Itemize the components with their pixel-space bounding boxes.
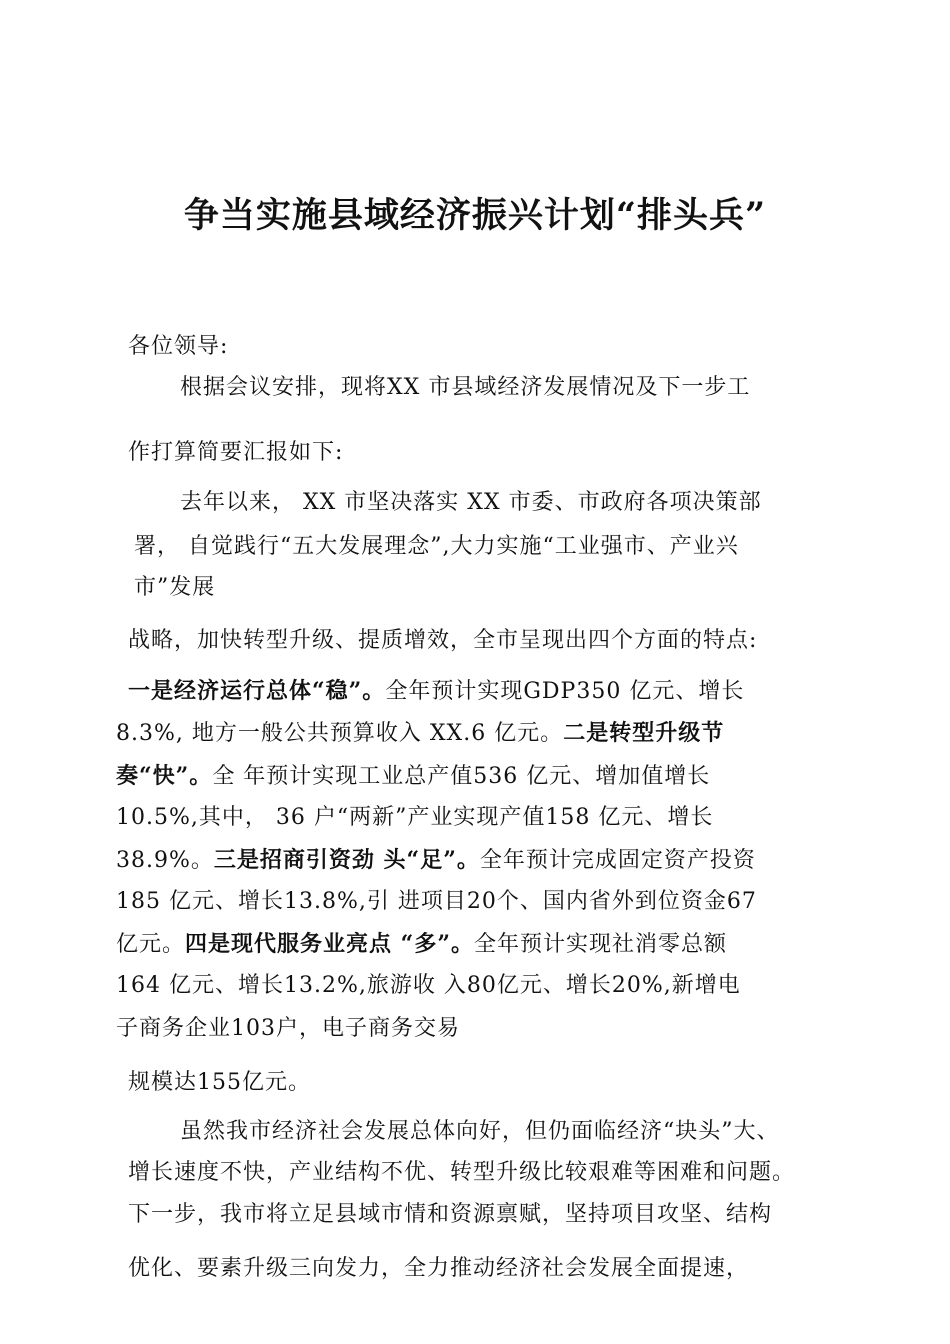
paragraph-line: 根据会议安排，现将XX 市县域经济发展情况及下一步工 bbox=[180, 375, 751, 400]
document-title: 争当实施县域经济振兴计划“排头兵” bbox=[183, 195, 767, 236]
paragraph-line: 去年以来， XX 市坚决落实 XX 市委、市政府各项决策部 bbox=[180, 490, 762, 515]
paragraph-line: 规模达155亿元。 bbox=[128, 1070, 311, 1095]
paragraph-text: 全年预计完成固定资产投资 bbox=[479, 848, 756, 873]
paragraph-text: 8.3%, 地方一般公共预算收入 XX.6 亿元。 bbox=[116, 721, 564, 746]
highlight-heading: 奏“快”。 bbox=[116, 763, 213, 789]
paragraph-line: 战略，加快转型升级、提质增效，全市呈现出四个方面的特点: bbox=[128, 628, 758, 653]
paragraph-line: 185 亿元、增长13.8%,引 进项目20个、国内省外到位资金67 bbox=[116, 889, 757, 914]
paragraph-line bbox=[128, 676, 744, 707]
paragraph-line: 虽然我市经济社会发展总体向好，但仍面临经济“块头”大、 bbox=[180, 1119, 780, 1144]
paragraph-line: 增长速度不快，产业结构不优、转型升级比较艰难等困难和问题。 bbox=[128, 1160, 796, 1185]
paragraph-text: 全年预计实现GDP350 亿元、增长 bbox=[385, 679, 745, 704]
paragraph-line: 164 亿元、增长13.2%,旅游收 入80亿元、增长20%,新增电 bbox=[116, 973, 741, 998]
paragraph-text: 全 年预计实现工业总产值536 亿元、增加值增长 bbox=[212, 764, 711, 789]
salutation: 各位领导: bbox=[128, 334, 229, 359]
paragraph-line: 下一步，我市将立足县域市情和资源禀赋，坚持项目攻坚、结构 bbox=[128, 1202, 773, 1227]
highlight-heading: 三是招商引资劲 头“足”。 bbox=[213, 847, 480, 873]
highlight-heading: 二是转型升级节 bbox=[563, 720, 725, 746]
highlight-heading: 一是经济运行总体“稳”。 bbox=[128, 678, 386, 704]
paragraph-text: 全年预计实现社消零总额 bbox=[473, 932, 727, 957]
paragraph-line: 作打算简要汇报如下: bbox=[128, 440, 344, 465]
paragraph-line bbox=[116, 718, 724, 749]
paragraph-line: 市”发展 bbox=[134, 575, 216, 600]
paragraph-line bbox=[116, 761, 710, 792]
paragraph-line bbox=[116, 929, 727, 960]
paragraph-line: 优化、要素升级三向发力，全力推动经济社会发展全面提速， bbox=[128, 1256, 750, 1281]
paragraph-line bbox=[116, 845, 756, 876]
paragraph-text: 亿元。 bbox=[116, 932, 186, 957]
highlight-heading: 四是现代服务业亮点 “多”。 bbox=[185, 931, 474, 957]
paragraph-text: 38.9%。 bbox=[116, 848, 214, 873]
paragraph-line: 10.5%,其中， 36 户“两新”产业实现产值158 亿元、增长 bbox=[116, 805, 714, 830]
paragraph-line: 署， 自觉践行“五大发展理念”,大力实施“工业强市、产业兴 bbox=[134, 534, 739, 559]
paragraph-line: 子商务企业103户，电子商务交易 bbox=[116, 1016, 460, 1041]
